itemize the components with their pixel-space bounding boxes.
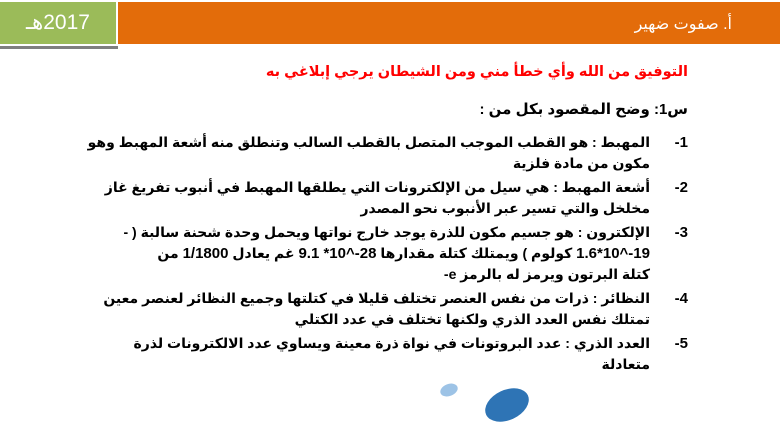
year-text: 2017هـ [26,11,90,34]
author-banner [118,2,780,44]
item-text-line: مخلخل والتي تسير عبر الأنبوب نحو المصدر [360,200,650,216]
definitions-list [78,132,688,375]
item-text-line: مكون من مادة فلزية [512,155,650,171]
item-text-line: تمتلك نفس العدد الذري ولكنها تختلف في عدد الكتلي [294,311,650,327]
year-badge [0,2,116,46]
question-heading: س1: وضح المقصود بكل من : [479,101,688,118]
item-number: -4 [674,290,688,307]
list-item [78,132,688,174]
thanks-note: التوفيق من الله وأي خطأ مني ومن الشيطان يرجي إبلاغي به [265,64,688,80]
item-number: -3 [674,224,688,241]
item-text-line: النظائر : ذرات من نفس العنصر تختلف قليلا في كتلتها وجميع النظائر لعنصر معين [103,290,650,306]
mass-value: 9.1 *10^-28 [298,245,377,262]
charge-value: 1.6*10^-19 [576,245,650,262]
item-number: -2 [674,179,688,196]
item-text-line: الإلكترون : هو جسيم مكون للذرة يوجد خارج نواتها ويحمل وحدة شحنة سالبة ( - [123,224,650,240]
item-text-line: كتلة البرتون ويرمز له بالرمز e- [443,266,650,282]
item-text-segment: من [157,245,179,261]
item-text-line: العدد الذري : عدد البروتونات في نواة ذرة معينة ويساوي عدد الالكترونات لذرة [133,335,650,351]
item-number: -5 [674,335,688,352]
ratio-value: 1/1800 [182,245,229,262]
item-text-segment: كولوم ) ويمتلك كتلة مقدارها [380,245,573,261]
item-text-line: المهبط : هو القطب الموجب المتصل بالقطب السالب وتنطلق منه أشعة المهبط وهو [87,134,650,150]
list-item [78,177,688,219]
item-text-line: متعادلة [601,356,650,372]
decorative-mark [438,381,459,398]
item-text-line: أشعة المهبط : هي سيل من الإلكترونات التي يطلقها المهبط في أنبوب تفريغ غاز [104,179,650,195]
item-number: -1 [674,134,688,151]
item-text-line [78,243,650,264]
list-item [78,333,688,375]
header-divider [0,46,118,49]
item-text-segment: غم يعادل [232,245,295,261]
list-item [78,222,688,285]
list-item [78,288,688,330]
page-header [0,0,780,46]
author-name: أ. صفوت ضهير [634,16,732,33]
document-body [78,56,688,378]
